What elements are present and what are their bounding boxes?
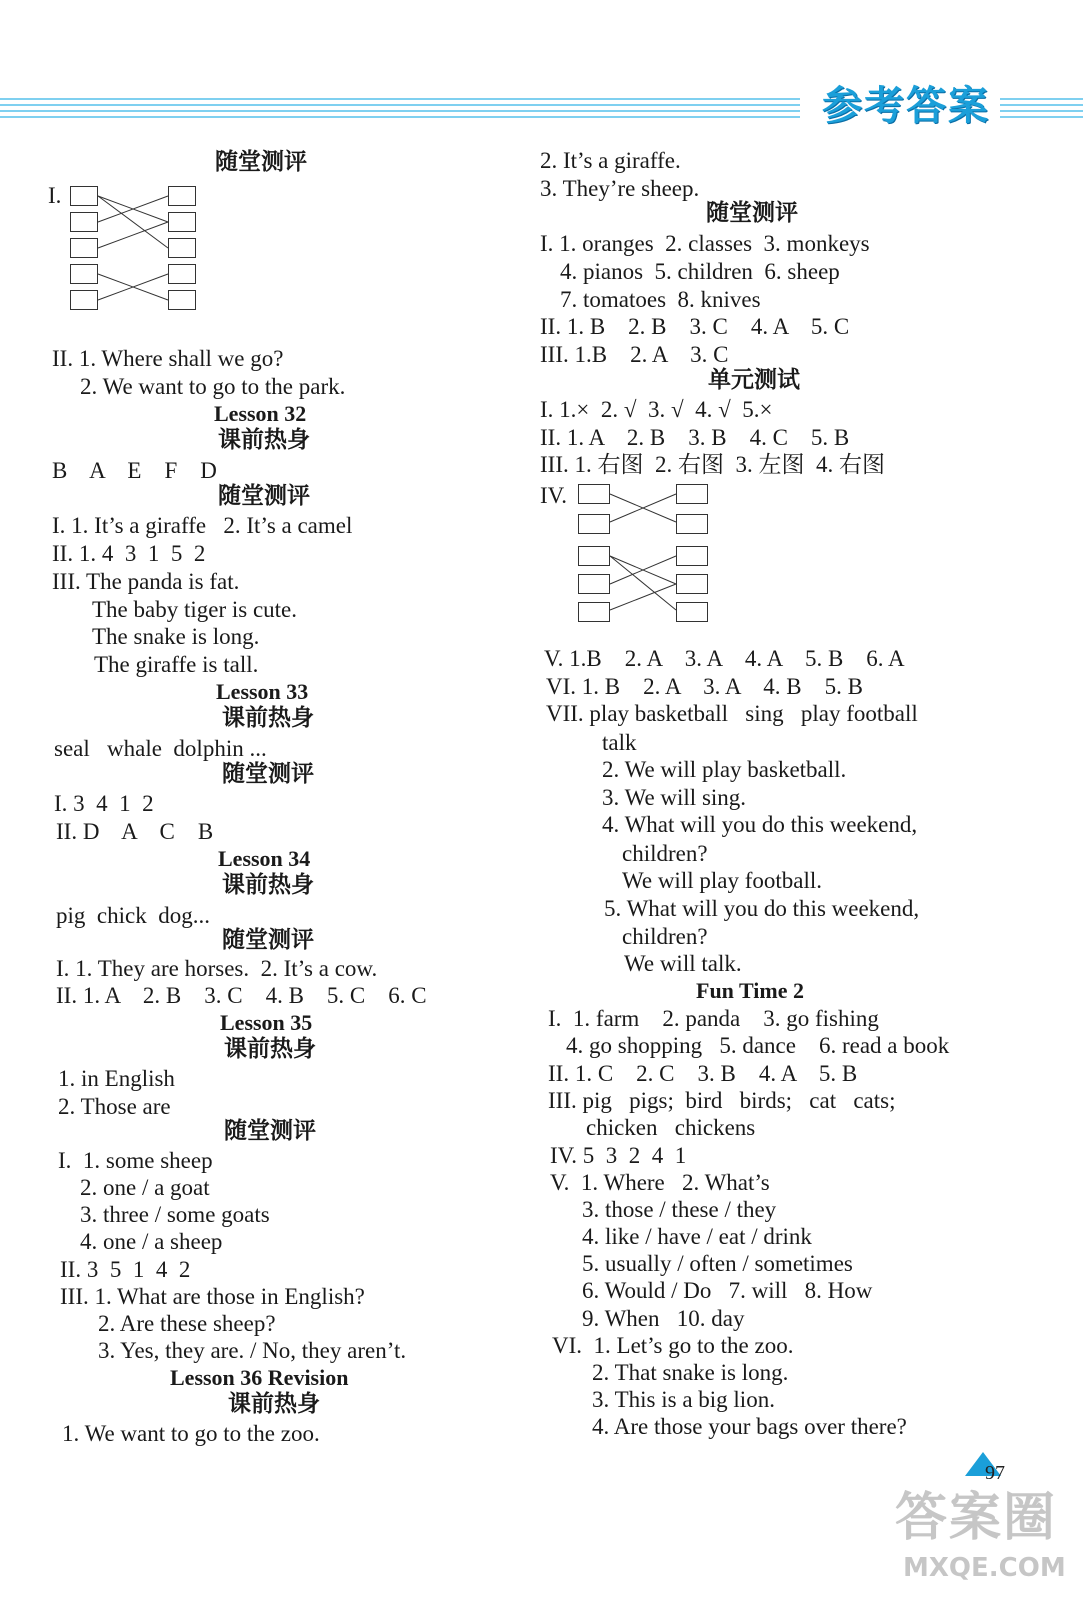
right-answer-line: 3. This is a big lion.: [592, 1387, 775, 1412]
left-answer-line: Lesson 36 Revision: [170, 1365, 349, 1390]
left-answer-line: 课前热身: [228, 1391, 320, 1417]
right-answer-line: 4. go shopping 5. dance 6. read a book: [566, 1033, 950, 1058]
right-answer-line: Fun Time 2: [696, 978, 804, 1003]
right-answer-line: III. 1. 右图 2. 右图 3. 左图 4. 右图: [540, 452, 885, 477]
left-answer-line: The snake is long.: [92, 624, 260, 649]
left-answer-line: 随堂测评: [218, 483, 310, 509]
left-answer-line: I. 1. It’s a giraffe 2. It’s a camel: [52, 513, 353, 538]
left-answer-line: seal whale dolphin ...: [54, 736, 267, 761]
left-answer-line: II. 1. A 2. B 3. C 4. B 5. C 6. C: [56, 983, 427, 1008]
left-answer-line: 2. one / a goat: [80, 1175, 210, 1200]
left-answer-line: 课前热身: [224, 1036, 316, 1062]
right-answer-line: II. 1. A 2. B 3. B 4. C 5. B: [540, 425, 850, 450]
page-title: 参考答案: [822, 83, 990, 129]
left-answer-line: 课前热身: [222, 705, 314, 731]
left-answer-line: II. D A C B: [56, 819, 214, 844]
right-answer-line: 2. We will play basketball.: [602, 757, 847, 782]
watermark: [895, 1475, 1075, 1595]
left-answer-line: I. 1. They are horses. 2. It’s a cow.: [56, 956, 378, 981]
right-answer-line: We will play football.: [622, 868, 822, 893]
right-answer-line: We will talk.: [624, 951, 742, 976]
right-answer-line: VI. 1. B 2. A 3. A 4. B 5. B: [546, 674, 863, 699]
left-answer-line: I.: [48, 183, 62, 208]
left-answer-line: III. 1. What are those in English?: [60, 1284, 365, 1309]
left-answer-line: 1. in English: [58, 1066, 175, 1091]
right-answer-line: 4. pianos 5. children 6. sheep: [560, 259, 840, 284]
right-answer-line: 4. like / have / eat / drink: [582, 1224, 812, 1249]
right-answer-line: 2. It’s a giraffe.: [540, 148, 681, 173]
left-answer-line: B A E F D: [52, 458, 217, 483]
left-answer-line: The baby tiger is cute.: [92, 597, 298, 622]
right-answer-line: 5. usually / often / sometimes: [582, 1251, 853, 1276]
right-answer-line: III. 1.B 2. A 3. C: [540, 342, 729, 367]
watermark-url: MXQE.COM: [903, 1553, 1066, 1583]
right-answer-line: I. 1. farm 2. panda 3. go fishing: [548, 1006, 879, 1031]
right-answer-line: 4. What will you do this weekend,: [602, 812, 918, 837]
right-answer-line: children?: [622, 924, 708, 949]
left-answer-line: 3. three / some goats: [80, 1202, 270, 1227]
matching-diagram-right: [578, 484, 718, 629]
right-answer-line: I. 1. oranges 2. classes 3. monkeys: [540, 231, 870, 256]
right-answer-line: 3. They’re sheep.: [540, 176, 700, 201]
right-answer-line: I. 1.× 2. √ 3. √ 4. √ 5.×: [540, 397, 773, 422]
right-answer-line: V. 1.B 2. A 3. A 4. A 5. B 6. A: [544, 646, 905, 671]
header-rule-left: [0, 98, 800, 124]
right-answer-line: 6. Would / Do 7. will 8. How: [582, 1278, 873, 1303]
left-answer-line: 随堂测评: [215, 149, 307, 175]
right-answer-line: II. 1. C 2. C 3. B 4. A 5. B: [548, 1061, 858, 1086]
left-answer-line: I. 3 4 1 2: [54, 791, 154, 816]
left-answer-line: II. 3 5 1 4 2: [60, 1257, 191, 1282]
header-rule-right: [1000, 98, 1083, 124]
right-answer-line: 5. What will you do this weekend,: [604, 896, 920, 921]
left-answer-line: 2. Those are: [58, 1094, 171, 1119]
right-answer-line: 2. That snake is long.: [592, 1360, 789, 1385]
left-answer-line: Lesson 34: [218, 846, 311, 871]
right-answer-line: children?: [622, 841, 708, 866]
left-answer-line: I. 1. some sheep: [58, 1148, 213, 1173]
left-answer-line: 随堂测评: [224, 1118, 316, 1144]
right-answer-line: 3. those / these / they: [582, 1197, 777, 1222]
left-answer-line: Lesson 33: [216, 679, 309, 704]
right-answer-line: 3. We will sing.: [602, 785, 747, 810]
left-answer-line: 课前热身: [218, 427, 310, 453]
matching-diagram-left: [70, 184, 200, 324]
watermark-logo: 答案圈: [895, 1488, 1058, 1548]
left-answer-line: 随堂测评: [222, 761, 314, 787]
left-answer-line: III. The panda is fat.: [52, 569, 240, 594]
page-number: 97: [985, 1462, 1005, 1484]
right-answer-line: IV. 5 3 2 4 1: [550, 1143, 687, 1168]
right-answer-line: talk: [602, 730, 637, 755]
right-answer-line: II. 1. B 2. B 3. C 4. A 5. C: [540, 314, 850, 339]
right-answer-line: 随堂测评: [706, 200, 798, 226]
left-answer-line: 4. one / a sheep: [80, 1229, 223, 1254]
left-answer-line: 2. We want to go to the park.: [80, 374, 346, 399]
right-answer-line: 4. Are those your bags over there?: [592, 1414, 907, 1439]
left-answer-line: Lesson 35: [220, 1010, 313, 1035]
right-answer-line: 7. tomatoes 8. knives: [560, 287, 761, 312]
right-answer-line: V. 1. Where 2. What’s: [550, 1170, 770, 1195]
left-answer-line: 3. Yes, they are. / No, they aren’t.: [98, 1338, 407, 1363]
right-answer-line: VII. play basketball sing play football: [546, 701, 918, 726]
left-answer-line: II. 1. 4 3 1 5 2: [52, 541, 206, 566]
right-answer-line: III. pig pigs; bird birds; cat cats;: [548, 1088, 896, 1113]
left-answer-line: 2. Are these sheep?: [98, 1311, 276, 1336]
left-answer-line: II. 1. Where shall we go?: [52, 346, 284, 371]
left-answer-line: 课前热身: [222, 872, 314, 898]
left-answer-line: Lesson 32: [214, 401, 307, 426]
right-answer-line: 单元测试: [708, 367, 800, 393]
right-answer-line: VI. 1. Let’s go to the zoo.: [552, 1333, 794, 1358]
right-answer-line: chicken chickens: [586, 1115, 756, 1140]
right-answer-line: IV.: [540, 483, 568, 508]
right-answer-line: 9. When 10. day: [582, 1306, 745, 1331]
left-answer-line: 随堂测评: [222, 927, 314, 953]
left-answer-line: The giraffe is tall.: [94, 652, 259, 677]
left-answer-line: pig chick dog...: [56, 903, 210, 928]
left-answer-line: 1. We want to go to the zoo.: [62, 1421, 320, 1446]
